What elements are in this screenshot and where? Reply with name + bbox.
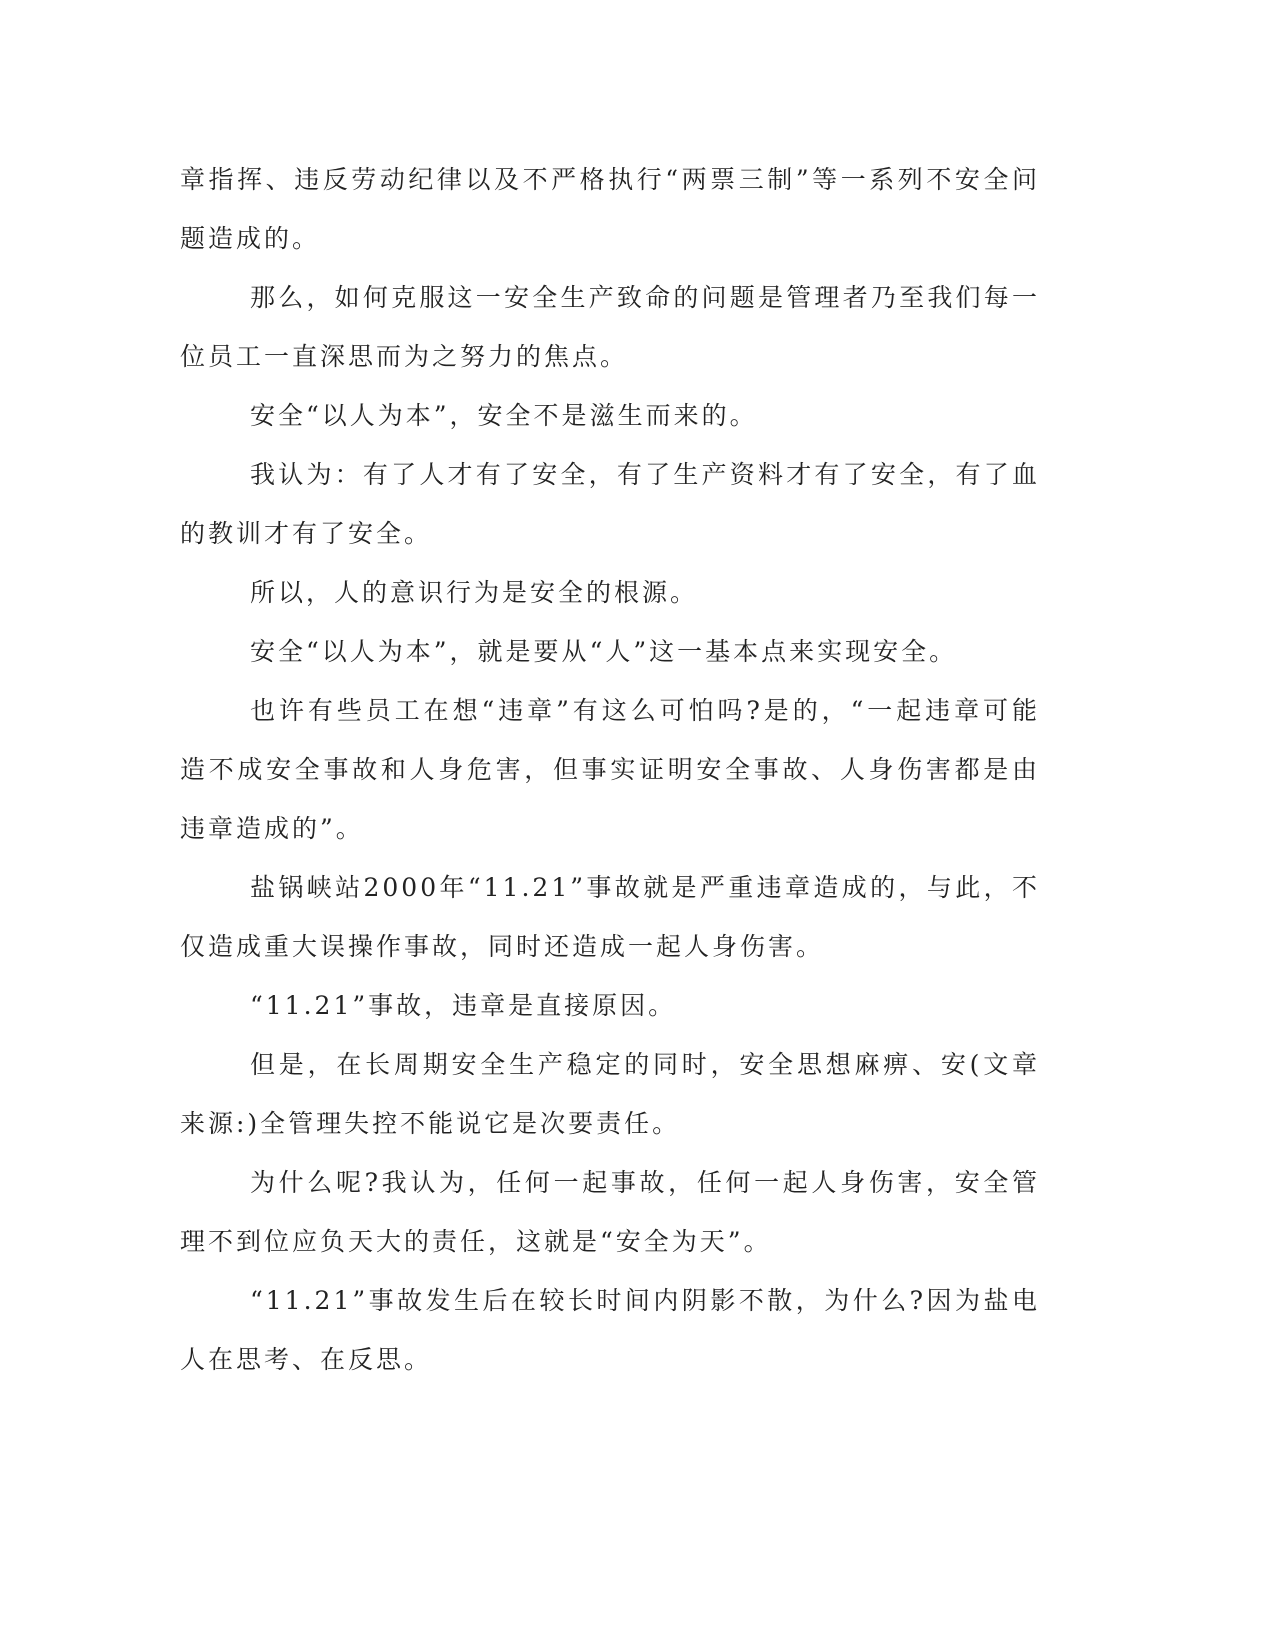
paragraph-6: 安全“以人为本”，就是要从“人”这一基本点来实现安全。 [250,637,958,666]
paragraph-7: 也许有些员工在想“违章”有这么可怕吗?是的，“一起违章可能造不成安全事故和人身危害，但事实证明安全事故、人身伤害都是由违章造成的”。 [180,696,1040,843]
paragraph-1: 章指挥、违反劳动纪律以及不严格执行“两票三制”等一系列不安全问题造成的。 [180,165,1040,253]
document-body [180,150,1040,1389]
paragraph-8: 盐锅峡站2000年“11.21”事故就是严重违章造成的，与此，不仅造成重大误操作事故，同时还造成一起人身伤害。 [180,873,1040,961]
paragraph-9: “11.21”事故，违章是直接原因。 [250,991,677,1020]
paragraph-10: 但是，在长周期安全生产稳定的同时，安全思想麻痹、安(文章来源:)全管理失控不能说它是次要责任。 [180,1050,1040,1138]
paragraph-2: 那么，如何克服这一安全生产致命的问题是管理者乃至我们每一位员工一直深思而为之努力的焦点。 [180,283,1040,371]
paragraph-12: “11.21”事故发生后在较长时间内阴影不散，为什么?因为盐电人在思考、在反思。 [180,1286,1040,1374]
paragraph-3: 安全“以人为本”，安全不是滋生而来的。 [250,401,758,430]
paragraph-4: 我认为：有了人才有了安全，有了生产资料才有了安全，有了血的教训才有了安全。 [180,460,1040,548]
paragraph-5: 所以，人的意识行为是安全的根源。 [250,578,699,607]
paragraph-11: 为什么呢?我认为，任何一起事故，任何一起人身伤害，安全管理不到位应负天大的责任，这就是“安全为天”。 [180,1168,1040,1256]
